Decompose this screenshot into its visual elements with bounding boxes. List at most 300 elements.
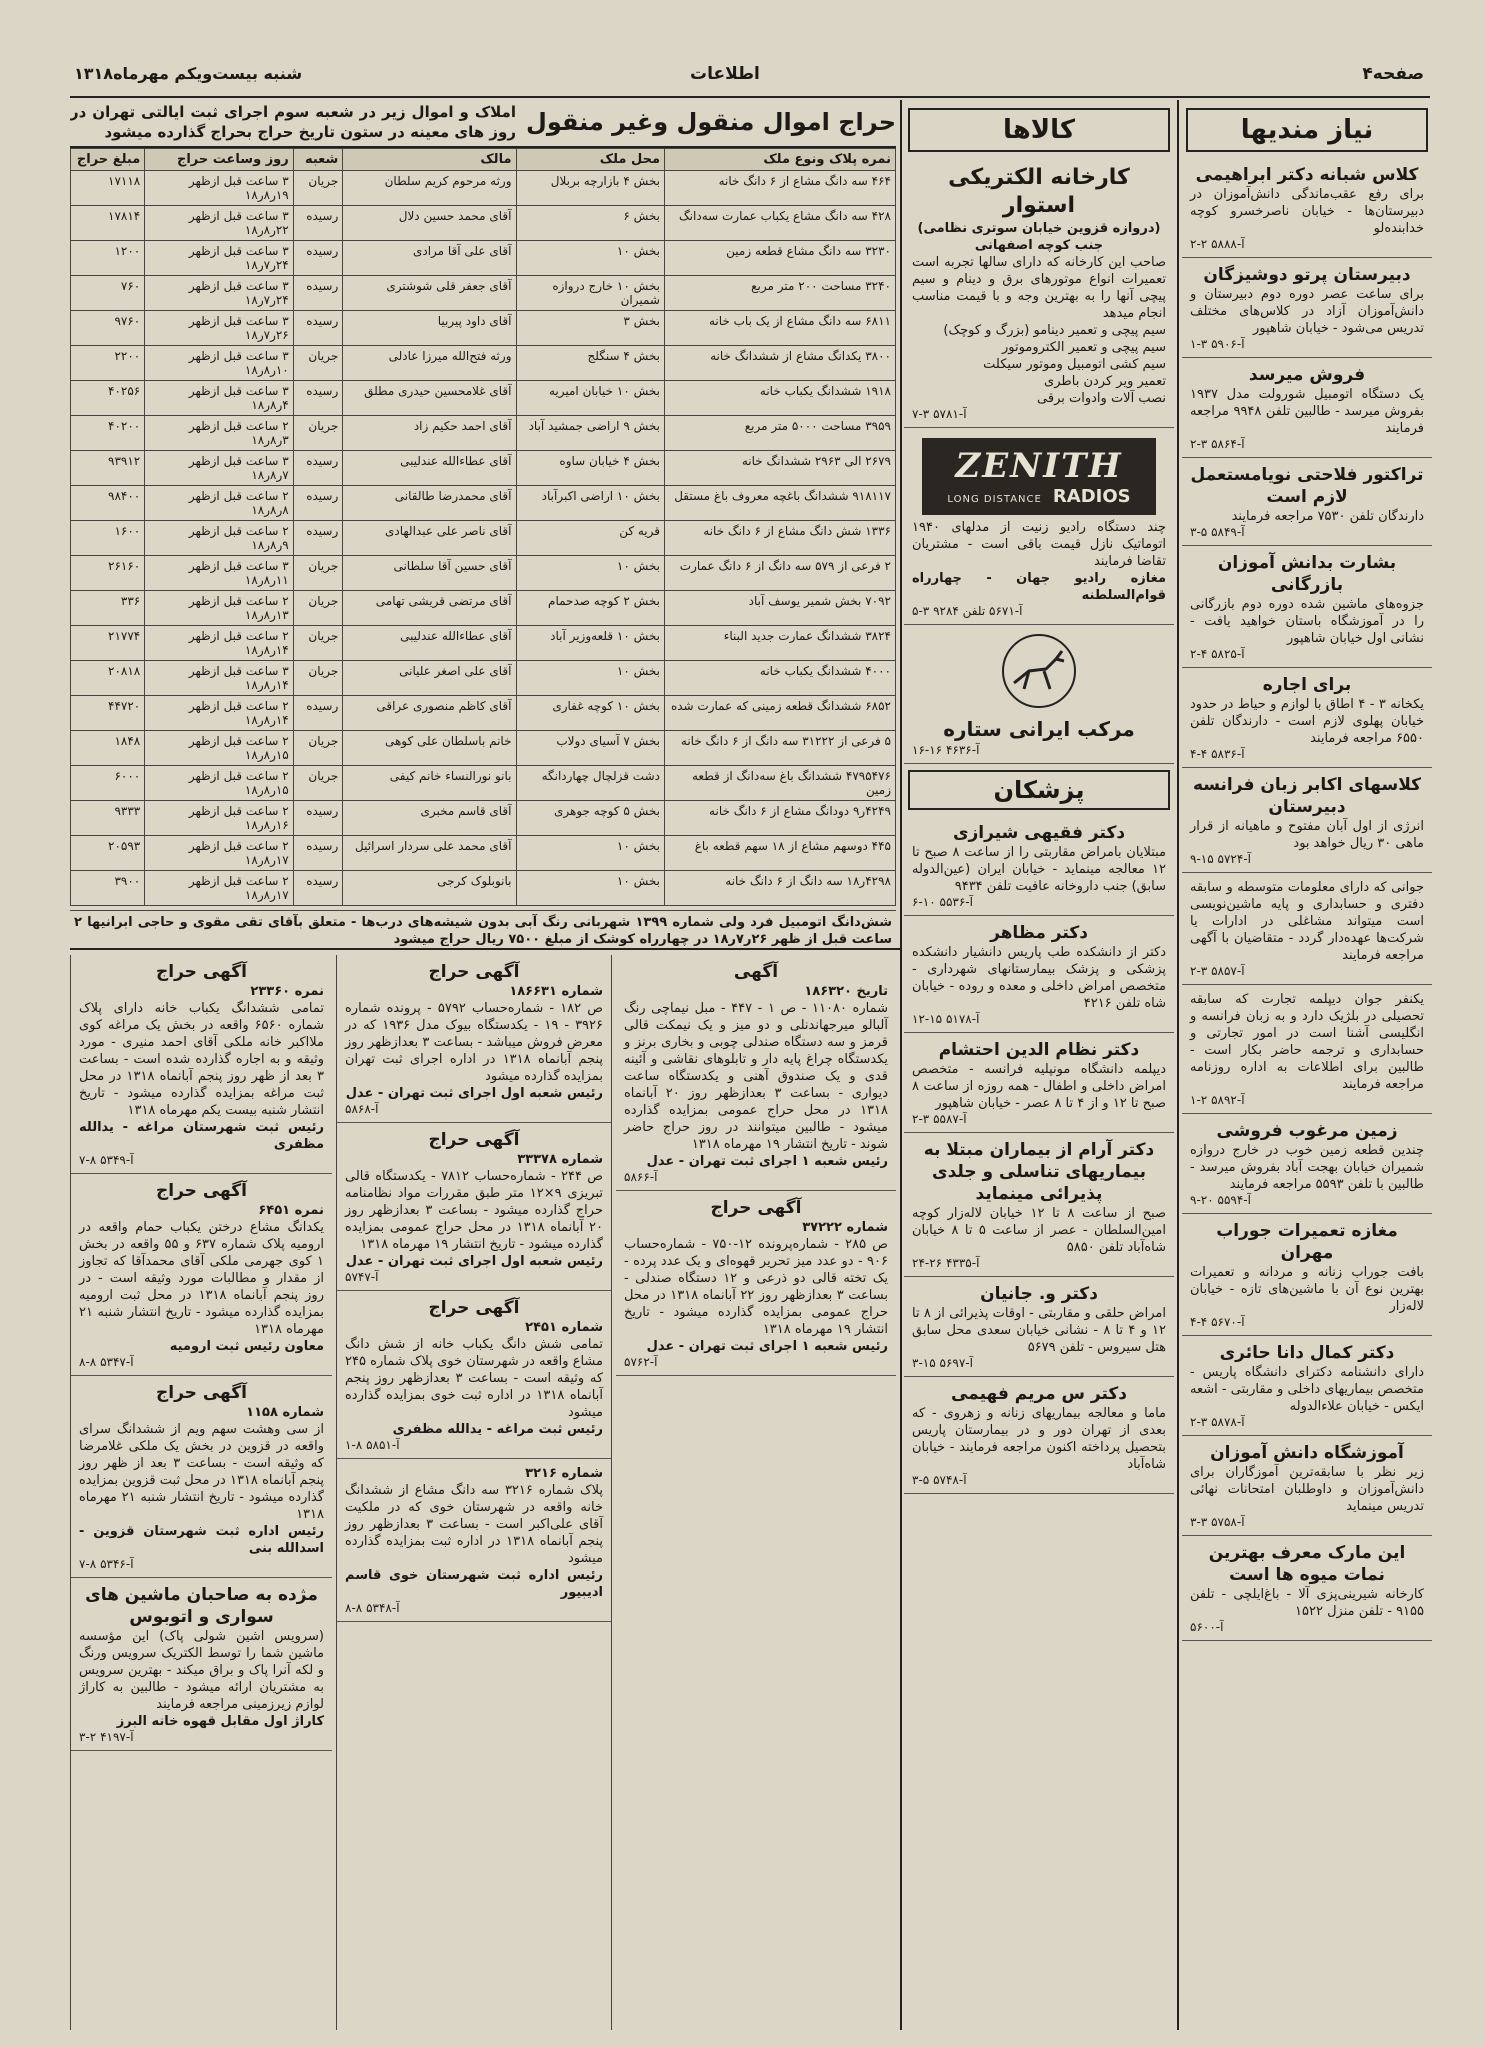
parcel-cell: ۴۶۴ سه دانگ مشاع از ۶ دانگ خانه (665, 171, 896, 206)
doctor-text: مبتلایان بامراض مقاربتی را از ساعت ۸ صبح تا ۱۲ معالجه مینماید - خیابان ایران (عین‌الدوله سابق) جنب داروخانه عافیت تلفن ۹۴۳۴ (912, 845, 1167, 894)
amount-cell: ۱۶۰۰ (71, 521, 145, 556)
owner-cell: آقای کاظم منصوری عراقی (343, 696, 516, 731)
doctor-name: دکتر آرام از بیماران مبتلا به بیماریهای تناسلی و جلدی پذیرائی مینماید (923, 1140, 1155, 1204)
branch-cell: جریان (293, 731, 343, 766)
classified-ad (1182, 258, 1432, 358)
doctor-name: دکتر مظاهر (990, 923, 1088, 943)
notice-list (616, 955, 896, 1376)
datetime-cell: ۳ ساعت قبل ازظهر ۱۴ر۸ر۱۸ (145, 661, 294, 696)
amount-cell: ۹۷۶۰ (71, 311, 145, 346)
ad-ref: آ-۵۸۹۲ ۲-۱ (1190, 1093, 1245, 1107)
col-location: محل ملک (516, 149, 665, 171)
table-row (71, 836, 896, 871)
ad-text: زیر نظر با سابقه‌ترین آموزگاران برای دانش‌آموزان و داوطلبان امتحانات نهائی تدریس مینماید (1190, 1465, 1424, 1514)
parcel-cell: ۴۴۵ دوسهم مشاع از ۱۸ سهم قطعه باغ (665, 836, 896, 871)
parcel-cell: ۶۸۱۱ سه دانگ مشاع از یک باب خانه (665, 311, 896, 346)
issue-date: شنبه بیست‌ویکم مهرماه۱۳۱۸ (74, 64, 303, 83)
classified-ad (1182, 873, 1432, 985)
ad-title: کلاسهای اکابر زبان فرانسه دبیرستان (1192, 775, 1422, 817)
notice (337, 955, 611, 1123)
parcel-cell: ۴۰۰۰ ششدانگ یکباب خانه (665, 661, 896, 696)
notice-text: (سرویس اشین شولی پاک) این مؤسسه ماشین شما را توسط الکتریک سرویس ورنگ و لکه آنرا پاک و براق میکند - بهترین سرویس به مشتریان ارائه میشود - طالبین به کاراژ لوازم زیرزمینی مراجعه فرمایند (79, 1629, 324, 1712)
notice-text: تمامی شش دانگ یکباب خانه از شش دانگ مشاع واقعه در شهرستان خوی پلاک شماره ۲۴۵ که وثیقه است - بساعت ۳ بعدازظهر روز پنجم آبانماه ۱۳۱۸ در اداره ثبت خوی بمزایده گذارده میشود (345, 1337, 604, 1420)
header-rule (70, 96, 1430, 98)
doctors-title: پزشکان (908, 770, 1170, 810)
factory-subtitle: (دروازه قزوین خیابان سوتری نظامی) جنب کوچه اصفهانی (917, 221, 1161, 253)
ad-text: جوانی که دارای معلومات متوسطه و سابقه دفتری و حسابداری و پایه ماشین‌نویسی است میتواند مشاغلی در ادارات یا شرکت‌ها عهده‌دار گردد - متقاضیان با آگهی مراجعه فرمایند (1190, 880, 1424, 963)
auction-table (70, 148, 896, 906)
auction-subtitle: املاک و اموال زیر در شعبه سوم اجرای ثبت ایالتی تهران در روز های معینه در ستون تاریخ حراج بحراج گذارده میشود (70, 103, 516, 141)
notice-text: یکدانگ مشاع درختن یکباب حمام واقعه در ارومیه پلاک شماره ۶۳۷ و ۵۵ واقعه در بخش ۱ کوی جهرمی ملکی آقای محمدآقا که تجاوز از مقدار و مطالبات مورد وثیقه است - در روز پنجم آبانماه ۱۳۱۸ در محل ثبت ارومیه بمزایده گذارده میشود - تاریخ انتشار شنبه ۲۱ مهرماه ۱۳۱۸ (79, 1220, 324, 1337)
ad-ref: آ-۵۷۵۸ ۳-۳ (1190, 1515, 1245, 1529)
ad-title: بشارت بدانش آموزان بازرگانی (1217, 553, 1397, 595)
location-cell: بخش ۲ کوچه صدحمام (516, 591, 665, 626)
classified-ad (1182, 1114, 1432, 1214)
parcel-cell: ۳۲۳۰ سه دانگ مشاع قطعه زمین (665, 241, 896, 276)
owner-cell: آقای داود پیربیا (343, 311, 516, 346)
branch-cell: رسیده (293, 801, 343, 836)
doctor-ref: آ-۵۱۷۸ ۱۵-۱۲ (912, 1012, 980, 1026)
notice (337, 1459, 611, 1622)
notice-title: آگهی حراج (428, 962, 520, 982)
datetime-cell: ۳ ساعت قبل ازظهر ۱۱ر۸ر۱۸ (145, 556, 294, 591)
table-row (71, 451, 896, 486)
table-row (71, 241, 896, 276)
classified-ad (1182, 768, 1432, 873)
auction-title: حراج اموال منقول وغیر منقول (526, 108, 896, 136)
parcel-cell: ۷۰۹۲ بخش شمیر یوسف آباد (665, 591, 896, 626)
ad-text: دارای دانشنامه دکترای دانشگاه پاریس - متخصص بیماریهای داخلی و مقاربتی - اشعه ایکس - خیابان علاءالدوله (1190, 1365, 1424, 1414)
location-cell: بخش ۱۰ قلعه‌وزیر آباد (516, 626, 665, 661)
owner-cell: خانم باسلطان علی کوهی (343, 731, 516, 766)
notice-ref: آ-۵۸۶۶ (624, 1170, 658, 1184)
ad-title: این مارک معرف بهترین نمات میوه ها است (1208, 1543, 1406, 1585)
ad-text: چندین قطعه زمین خوب در خارج دروازه شمیران خیابان بهجت آباد بفروش میرسد - طالبین با تلفن ۵۵۹۳ مراجعه فرمایند (1190, 1143, 1424, 1192)
parcel-cell: ۳۲۴۰ مساحت ۲۰۰ متر مربع (665, 276, 896, 311)
notice-signature: رئیس شعبه اول اجرای ثبت تهران - عدل (345, 1086, 603, 1101)
ink-brand: مرکب ایرانی ستاره (943, 717, 1135, 741)
list-item: نصب آلات وادوات برقی (1037, 391, 1166, 406)
datetime-cell: ۲ ساعت قبل ازظهر ۱۴ر۸ر۱۸ (145, 626, 294, 661)
col-parcel: نمره پلاک ونوع ملک (665, 149, 896, 171)
doctor-name: دکتر و. جانیان (980, 1284, 1098, 1304)
amount-cell: ۲۰۵۹۳ (71, 836, 145, 871)
location-cell: دشت قزلچال چهاردانگه (516, 766, 665, 801)
notice-ref: آ-۵۸۶۸ (345, 1102, 379, 1116)
branch-cell: رسیده (293, 521, 343, 556)
classified-ad (1182, 1214, 1432, 1336)
owner-cell: آقای حسین آقا سلطانی (343, 556, 516, 591)
doctor-ref: آ-۵۵۳۶ ۱۰-۶ (912, 895, 973, 909)
doctor-ad (904, 1277, 1174, 1377)
zenith-logo (922, 438, 1156, 515)
owner-cell: آقای ناصر علی عبدالهادی (343, 521, 516, 556)
location-cell: بخش ۷ آسیای دولاب (516, 731, 665, 766)
ad-text: دارندگان تلفن ۷۵۳۰ مراجعه فرمایند (1231, 509, 1424, 524)
ad-text: یکنفر جوان دیپلمه تجارت که سابقه تحصیلی در بلژیک دارد و به زبان فرانسه و انگلیسی آشنا است در امور تجارتی و حسابداری و ترجمه حاضر بکار است - طالبین برای اطلاعات به اداره روزنامه مراجعه فرمایند (1190, 992, 1424, 1092)
branch-cell: رسیده (293, 276, 343, 311)
ad-ref: آ-۵۸۴۹ ۵-۳ (1190, 525, 1245, 539)
location-cell: بخش ۹ اراضی جمشید آباد (516, 416, 665, 451)
table-row (71, 486, 896, 521)
doctor-ad (904, 1033, 1174, 1133)
datetime-cell: ۲ ساعت قبل ازظهر ۱۷ر۸ر۱۸ (145, 836, 294, 871)
factory-ref: آ-۵۷۸۱ ۳-۷ (912, 407, 967, 421)
list-item: سیم پیچی و تعمیر الکتروموتور (1002, 340, 1166, 355)
notice (337, 1291, 611, 1459)
factory-ad (904, 158, 1174, 428)
location-cell: بخش ۴ بازارچه بربلال (516, 171, 665, 206)
notice-number: شماره ۳۷۲۲۲ (802, 1220, 888, 1235)
owner-cell: آقای علی اصغر علیانی (343, 661, 516, 696)
location-cell: بخش ۱۰ (516, 836, 665, 871)
table-row (71, 871, 896, 906)
notice-text: شماره ۱۱۰۸۰ - ص ۱ - ۴۴۷ - مبل نیماچی رنگ آلبالو میرجهاندنلی و دو میز و یک نیمکت قالی قرمز و سه دستگاه صندلی چوبی و بخاری برنز و یکدستگاه چراغ پایه دار و تابلوهای نقاشی و آئینه قدی و یک صندوق آهنی و یکدستگاه ساعت دیواری - بساعت ۳ بعدازظهر روز ۲۰ آبانماه ۱۳۱۸ در محل حراج عمومی بمزایده گذارده میشود - طالبین میتوانند در روز حراج حاضر شوند - تاریخ انتشار ۱۹ مهرماه ۱۳۱۸ (624, 1001, 888, 1152)
notice-ref: آ-۵۳۴۶ ۸-۷ (79, 1557, 134, 1571)
classified-ad (1182, 458, 1432, 546)
ad-ref: آ-۵۶۷۰ ۴-۴ (1190, 1315, 1245, 1329)
ad-title: تراکتور فلاحتی نویامستعمل لازم است (1190, 465, 1424, 507)
ad-title: آموزشگاه دانش آموزان (1210, 1443, 1404, 1463)
branch-cell: جریان (293, 591, 343, 626)
notice-signature: رئیس شعبه اول اجرای ثبت تهران - عدل (345, 1254, 603, 1269)
parcel-cell: ۵ فرعی از ۳۱۲۲۲ سه دانگ از ۶ دانگ خانه (665, 731, 896, 766)
notice-ref: آ-۵۳۴۸ ۸-۸ (345, 1601, 400, 1615)
notice-ref: آ-۵۳۴۷ ۸-۸ (79, 1355, 134, 1369)
amount-cell: ۲۲۰۰ (71, 346, 145, 381)
parcel-cell: ۴۷۹۵۴۷۶ ششدانگ باغ سه‌دانگ از قطعه زمین (665, 766, 896, 801)
owner-cell: آقای احمد حکیم زاد (343, 416, 516, 451)
newspaper-name: اطلاعات (690, 64, 760, 84)
branch-cell: رسیده (293, 451, 343, 486)
owner-cell: آقای عطاءالله عندلیبی (343, 451, 516, 486)
branch-cell: رسیده (293, 696, 343, 731)
branch-cell: رسیده (293, 381, 343, 416)
amount-cell: ۱۲۰۰ (71, 241, 145, 276)
notices-col-3 (616, 955, 896, 2030)
doctor-ref: آ-۵۷۴۸ ۵-۳ (912, 1473, 967, 1487)
amount-cell: ۱۸۴۸ (71, 731, 145, 766)
datetime-cell: ۳ ساعت قبل ازظهر ۲۴ر۷ر۱۸ (145, 241, 294, 276)
table-row (71, 626, 896, 661)
branch-cell: رسیده (293, 486, 343, 521)
table-row (71, 346, 896, 381)
table-row (71, 311, 896, 346)
ad-text: برای ساعت عصر دوره دوم دبیرستان و دانش‌آموزان آزاد در کلاس‌های مختلف تدریس می‌شود - خیابان شاهپور (1190, 287, 1424, 336)
zenith-radios: RADIOS (1052, 486, 1131, 507)
notice-title: آگهی حراج (156, 1181, 247, 1201)
zenith-brand: ZENITH (955, 446, 1123, 486)
branch-cell: جریان (293, 626, 343, 661)
classified-ad (1182, 668, 1432, 768)
location-cell: بخش ۱۰ (516, 241, 665, 276)
owner-cell: ورثه فتح‌الله میرزا عادلی (343, 346, 516, 381)
classified-ad (1182, 1536, 1432, 1641)
doctor-ad (904, 1133, 1174, 1277)
owner-cell: آقای عطاءالله عندلیبی (343, 626, 516, 661)
location-cell: بخش ۳ (516, 311, 665, 346)
branch-cell: جریان (293, 661, 343, 696)
ad-ref: آ-۵۸۳۶ ۴-۴ (1190, 747, 1245, 761)
ad-title: برای اجاره (1262, 675, 1352, 695)
ad-ref: آ-۵۹۰۶ ۳-۱ (1190, 337, 1245, 351)
doctor-ad (904, 916, 1174, 1033)
datetime-cell: ۳ ساعت قبل ازظهر ۷ر۸ر۱۸ (145, 451, 294, 486)
notice-title: مژده به صاحبان ماشین های سواری و اتوبوس (85, 1585, 318, 1627)
table-row (71, 591, 896, 626)
datetime-cell: ۲ ساعت قبل ازظهر ۱۵ر۸ر۱۸ (145, 731, 294, 766)
branch-cell: رسیده (293, 311, 343, 346)
location-cell: بخش ۱۰ خیابان امیریه (516, 381, 665, 416)
notice (616, 955, 896, 1191)
table-row (71, 171, 896, 206)
parcel-cell: ۲ فرعی از ۵۷۹ سه دانگ از ۶ دانگ عمارت (665, 556, 896, 591)
table-row (71, 661, 896, 696)
auction-note: شش‌دانگ اتومبیل فرد ولی شماره ۱۳۹۹ شهربانی رنگ آبی بدون شیشه‌های درب‌ها - متعلق بآقای تقی مقوی و حاجی ابرانیها ۲ ساعت قبل از ظهر ۲۶ر۷ر۱۸ در چهارراه کوشک از مبلغ ۷۵۰۰ ریال حراج میشود (70, 910, 896, 946)
parcel-cell: ۴۲۴۹ر۹ دودانگ مشاع از ۶ دانگ خانه (665, 801, 896, 836)
classified-ad (1182, 985, 1432, 1114)
notice-signature: معاون رئیس ثبت ارومیه (169, 1339, 324, 1354)
location-cell: بخش ۵ کوچه جوهری (516, 801, 665, 836)
notice-signature: رئیس اداره ثبت شهرستان خوی قاسم ادیبیور (345, 1568, 603, 1600)
owner-cell: آقای مرتضی قریشی تهامی (343, 591, 516, 626)
branch-cell: جریان (293, 171, 343, 206)
notice-number: نمره ۶۴۵۱ (258, 1203, 324, 1218)
location-cell: بخش ۱۰ (516, 661, 665, 696)
amount-cell: ۹۳۹۱۲ (71, 451, 145, 486)
table-row (71, 696, 896, 731)
col-branch: شعبه (293, 149, 343, 171)
notice-list (337, 955, 611, 1622)
notice-number: تاریخ ۱۸۶۳۲۰ (804, 984, 888, 999)
table-row (71, 416, 896, 451)
notice-signature: رئیس ثبت شهرستان مراغه - یدالله مظفری (79, 1120, 324, 1152)
datetime-cell: ۲ ساعت قبل ازظهر ۱۶ر۸ر۱۸ (145, 801, 294, 836)
parcel-cell: ۳۸۲۴ ششدانگ عمارت جدید البناء (665, 626, 896, 661)
doctor-text: دیپلمه دانشگاه مونپلیه فرانسه - متخصص امراض داخلی و اطفال - همه روزه از ساعت ۸ صبح تا ۱۲ و از ۴ تا ۸ عصر - خیابان شاهپور (912, 1062, 1166, 1111)
page-number: صفحه۴ (1362, 64, 1424, 84)
ad-ref: آ-۵۶۰۰ (1190, 1620, 1224, 1634)
parcel-cell: ۳۸۰۰ یکدانگ مشاع از ششدانگ خانه (665, 346, 896, 381)
amount-cell: ۹۳۳۳ (71, 801, 145, 836)
owner-cell: آقای قاسم مخبری (343, 801, 516, 836)
factory-list (912, 322, 1166, 407)
doctors-list (904, 816, 1174, 1494)
ad-text: یک دستگاه اتومبیل شورولت مدل ۱۹۳۷ بفروش میرسد - طالبین تلفن ۹۹۴۸ مراجعه فرمایند (1190, 387, 1424, 436)
doctor-text: صبح از ساعت ۸ تا ۱۲ خیابان لاله‌زار کوچه امین‌السلطان - عصر از ساعت ۵ تا ۸ خیابان شاه‌آباد تلفن ۵۸۵۰ (912, 1206, 1166, 1255)
ad-ref: آ-۵۸۷۸ ۳-۲ (1190, 1415, 1245, 1429)
branch-cell: رسیده (293, 836, 343, 871)
classified-ad (1182, 546, 1432, 668)
ad-title: کلاس شبانه دکتر ابراهیمی (1195, 165, 1419, 185)
notice-text: ص ۲۸۵ - شماره‌پرونده ۱۲-۷۵۰ - شماره‌حساب ۹۰۶ - دو عدد میز تحریر قهوه‌ای و یک عدد پرده - یک تخته قالی دو ذرعی و ۱۲ دستگاه صندلی - بساعت ۳ بعدازظهر روز ۲۲ آبانماه ۱۳۱۸ در محل حراج عمومی بمزایده گذارده میشود - تاریخ انتشار ۱۹ مهرماه ۱۳۱۸ (624, 1237, 889, 1337)
factory-title: کارخانه الکتریکی استوار (948, 165, 1130, 218)
amount-cell: ۳۹۰۰ (71, 871, 145, 906)
owner-cell: آقای جعفر قلی شوشتری (343, 276, 516, 311)
doctor-ref: آ-۵۵۸۷ ۳-۲ (912, 1112, 967, 1126)
doctor-text: ماما و معالجه بیماریهای زنانه و زهروی - که بعدی از تهران دور و در بیمارستان پاریس بتحصیل پرداخته اکنون مراجعه فرمایند - خیابان شاه‌آباد (912, 1406, 1166, 1472)
datetime-cell: ۲ ساعت قبل ازظهر ۳ر۸ر۱۸ (145, 416, 294, 451)
ink-ad (904, 625, 1174, 764)
datetime-cell: ۲ ساعت قبل ازظهر ۱۵ر۸ر۱۸ (145, 766, 294, 801)
datetime-cell: ۳ ساعت قبل ازظهر ۴ر۸ر۱۸ (145, 381, 294, 416)
notice-text: پلاک شماره ۳۲۱۶ سه دانگ مشاع از ششدانگ خانه واقعه در شهرستان خوی که در ملکیت آقای علی‌اکبر است - بساعت ۳ بعدازظهر روز پنجم آبانماه ۱۳۱۸ در اداره ثبت بمزایده گذارده میشود (345, 1483, 603, 1566)
auction-bottom-rule (70, 948, 900, 950)
doctor-text: امراض حلقی و مقاربتی - اوقات پذیرائی از ۸ تا ۱۲ و ۴ تا ۸ - نشانی خیابان سعدی محل سابق هتل سیروس - تلفن ۵۶۷۹ (912, 1306, 1167, 1355)
amount-cell: ۲۱۷۷۴ (71, 626, 145, 661)
amount-cell: ۱۷۱۱۸ (71, 171, 145, 206)
owner-cell: آقای غلامحسین حیدری مطلق (343, 381, 516, 416)
branch-cell: رسیده (293, 206, 343, 241)
notice-text: ص ۲۴۴ - شماره‌حساب ۷۸۱۲ - یکدستگاه قالی تبریزی ۹×۱۲ متر طبق مقررات مواد نظامنامه حراج گذارده میشود - بساعت ۳ بعدازظهر روز ۲۰ آبانماه ۱۳۱۸ در محل حراج عمومی بمزایده گذارده میشود - تاریخ انتشار ۱۹ مهرماه ۱۳۱۸ (345, 1169, 603, 1252)
owner-cell: آقای علی آقا مرادی (343, 241, 516, 276)
auction-rows (71, 171, 896, 906)
zenith-ref: آ-۵۶۷۱ تلفن ۹۲۸۴ ۳-۵ (912, 604, 1023, 618)
amount-cell: ۲۰۸۱۸ (71, 661, 145, 696)
ink-ref: آ-۴۶۳۶ ۱۶-۱۶ (912, 743, 980, 757)
location-cell: بخش ۴ خیابان ساوه (516, 451, 665, 486)
notice-number: شماره ۳۲۱۶ (525, 1466, 603, 1481)
parcel-cell: ۴۲۸ سه دانگ مشاع یکباب عمارت سه‌دانگ (665, 206, 896, 241)
owner-cell: بانوبلوک کرجی (343, 871, 516, 906)
table-row (71, 556, 896, 591)
col-datetime: روز وساعت حراج (145, 149, 294, 171)
parcel-cell: ۹۱۸۱۱۷ ششدانگ باغچه معروف باغ مستقل (665, 486, 896, 521)
notice (337, 1123, 611, 1291)
notice-ref: آ-۵۷۶۲ (624, 1355, 658, 1369)
table-row (71, 801, 896, 836)
auction-heading (70, 102, 896, 148)
factory-text: صاحب این کارخانه که دارای سالها تجربه است تعمیرات انواع موتورهای برق و دینام و سیم پیچی آنها را به بهترین وجه و با قیمت مناسب انجام میدهد (912, 255, 1166, 321)
ad-ref: آ-۵۸۶۴ ۳-۲ (1190, 437, 1245, 451)
notice-number: شماره ۳۳۳۷۸ (517, 1152, 603, 1167)
doctor-ref: آ-۴۳۳۵ ۲۶-۲۴ (912, 1256, 980, 1270)
ad-ref: آ-۵۵۹۴ ۲۰-۹ (1190, 1193, 1251, 1207)
ad-ref: آ-۵۸۲۵ ۴-۲ (1190, 647, 1245, 661)
branch-cell: جریان (293, 346, 343, 381)
auction-notes (70, 910, 896, 946)
table-row (71, 381, 896, 416)
table-row (71, 521, 896, 556)
notice-ref: آ-۵۷۴۷ (345, 1270, 379, 1284)
ad-title: دکتر کمال دانا حائری (1219, 1343, 1395, 1363)
datetime-cell: ۳ ساعت قبل ازظهر ۲۴ر۷ر۱۸ (145, 276, 294, 311)
amount-cell: ۴۰۲۰۰ (71, 416, 145, 451)
doctor-name: دکتر نظام الدین احتشام (938, 1040, 1140, 1060)
location-cell: بخش ۴ سنگلج (516, 346, 665, 381)
notice-text: ص ۱۸۲ - شماره‌حساب ۵۷۹۲ - پرونده شماره ۳۹۲۶ - ۱۹ - یکدستگاه بیوک مدل ۱۹۳۶ که در معرض فروش میباشد - بساعت ۳ بعدازظهر روز پنجم آبانماه ۱۳۱۸ در اداره اجرای ثبت تهران بمزایده گذارده میشود (345, 1001, 603, 1084)
goods-title: کالاها (908, 108, 1170, 152)
branch-cell: جریان (293, 766, 343, 801)
location-cell: قریه کن (516, 521, 665, 556)
location-cell: بخش ۱۰ (516, 871, 665, 906)
location-cell: بخش ۱۰ اراضی اکبرآباد (516, 486, 665, 521)
ad-text: کارخانه شیرینی‌پزی آلا - باغ‌ایلچی - تلفن ۹۱۵۵ - تلفن منزل ۱۵۲۲ (1190, 1587, 1424, 1619)
datetime-cell: ۳ ساعت قبل ازظهر ۱۹ر۸ر۱۸ (145, 171, 294, 206)
notice (71, 1376, 332, 1578)
notice-title: آگهی حراج (710, 1198, 802, 1218)
parcel-cell: ۴۲۹۸ر۱۸ سه دانگ از ۶ دانگ خانه (665, 871, 896, 906)
doctor-name: دکتر س مریم فهیمی (950, 1384, 1128, 1404)
branch-cell: رسیده (293, 871, 343, 906)
owner-cell: ورثه مرحوم کریم سلطان (343, 171, 516, 206)
table-row (71, 731, 896, 766)
ad-text: انرژی از اول آبان مفتوح و ماهیانه از قرار ماهی ۳۰ ریال خواهد بود (1190, 819, 1424, 851)
notice (616, 1191, 896, 1376)
ad-ref: آ-۵۸۵۷ ۳-۲ (1190, 964, 1245, 978)
goods-column (904, 102, 1174, 2032)
location-cell: بخش ۱۰ (516, 556, 665, 591)
ad-ref: آ-۵۷۲۴ ۱۵-۹ (1190, 852, 1251, 866)
list-item: سیم پیچی و تعمیر دینامو (بزرگ و کوچک) (943, 323, 1166, 338)
page-header (70, 62, 1430, 92)
doctor-ad (904, 816, 1174, 916)
parcel-cell: ۱۳۳۶ شش دانگ مشاع از ۶ دانگ خانه (665, 521, 896, 556)
zenith-text: چند دستگاه رادیو زنیت از مدلهای ۱۹۴۰ اتوماتیک نازل قیمت باقی است - مشتریان تقاضا فرمایند (912, 520, 1166, 569)
ad-text: بافت جوراب زنانه و مردانه و تعمیرات بهترین نوع آن با ماشین‌های تازه - خیابان لاله‌زار (1190, 1265, 1424, 1314)
zenith-ad (904, 428, 1174, 625)
amount-cell: ۶۰۰۰ (71, 766, 145, 801)
notices-col-1 (70, 955, 332, 2030)
notice-signature: کاراژ اول مقابل قهوه خانه البرز (116, 1714, 324, 1729)
datetime-cell: ۲ ساعت قبل ازظهر ۱۷ر۸ر۱۸ (145, 871, 294, 906)
datetime-cell: ۲ ساعت قبل ازظهر ۱۴ر۸ر۱۸ (145, 696, 294, 731)
classified-ad (1182, 358, 1432, 458)
owner-cell: آقای محمد حسین دلال (343, 206, 516, 241)
classified-ad (1182, 158, 1432, 258)
branch-cell: جریان (293, 556, 343, 591)
notice-signature: رئیس اداره ثبت شهرستان قزوین - اسدالله بنی (79, 1524, 324, 1556)
owner-cell: آقای محمد علی سردار اسرائیل (343, 836, 516, 871)
notice-signature: رئیس شعبه ۱ اجرای ثبت تهران - عدل (646, 1154, 888, 1169)
amount-cell: ۱۷۸۱۴ (71, 206, 145, 241)
needs-column (1182, 102, 1432, 2032)
location-cell: بخش ۱۰ کوچه غفاری (516, 696, 665, 731)
ad-title: فروش میرسد (1248, 365, 1366, 385)
amount-cell: ۳۳۶ (71, 591, 145, 626)
datetime-cell: ۳ ساعت قبل ازظهر ۱۰ر۸ر۱۸ (145, 346, 294, 381)
parcel-cell: ۳۹۵۹ مساحت ۵۰۰۰ متر مربع (665, 416, 896, 451)
deer-icon (984, 631, 1094, 711)
amount-cell: ۴۰۲۵۶ (71, 381, 145, 416)
list-item: تعمیر ویر کردن باطری (1044, 374, 1166, 389)
ad-text: جزوه‌های ماشین شده دوره دوم بازرگانی را در آموزشگاه باستان خواهید یافت - نشانی اول خیابان شاهپور (1190, 597, 1424, 646)
notice-title: آگهی حراج (428, 1130, 520, 1150)
branch-cell: جریان (293, 416, 343, 451)
owner-cell: آقای محمدرضا طالقانی (343, 486, 516, 521)
location-cell: بخش ۶ (516, 206, 665, 241)
datetime-cell: ۲ ساعت قبل ازظهر ۸ر۸ر۱۸ (145, 486, 294, 521)
ad-title: مغازه تعمیرات جوراب مهران (1216, 1221, 1398, 1263)
ad-title: دبیرستان پرتو دوشیزگان (1203, 265, 1411, 285)
ad-ref: آ-۵۸۸۸ ۲-۲ (1190, 237, 1245, 251)
notice-title: آگهی حراج (156, 1383, 247, 1403)
location-cell: بخش ۱۰ خارج دروازه شمیران (516, 276, 665, 311)
notice-title: آگهی حراج (156, 962, 247, 982)
doctor-ref: آ-۵۶۹۷ ۱۵-۳ (912, 1356, 973, 1370)
auction-block (70, 102, 896, 946)
notice-signature: رئیس ثبت مراغه - یدالله مظفری (392, 1422, 603, 1437)
notice-number: شماره ۱۸۶۶۳۱ (509, 984, 603, 999)
needs-title: نیاز مندیها (1186, 108, 1428, 152)
owner-cell: بانو نورالنساء خانم کیفی (343, 766, 516, 801)
notice-title: آگهی (733, 962, 779, 982)
notice-number: شماره ۲۴۵۱ (525, 1320, 603, 1335)
notice-title: آگهی حراج (428, 1298, 520, 1318)
datetime-cell: ۲ ساعت قبل ازظهر ۱۳ر۸ر۱۸ (145, 591, 294, 626)
classified-ad (1182, 1436, 1432, 1536)
rule-needs (1177, 100, 1179, 2030)
